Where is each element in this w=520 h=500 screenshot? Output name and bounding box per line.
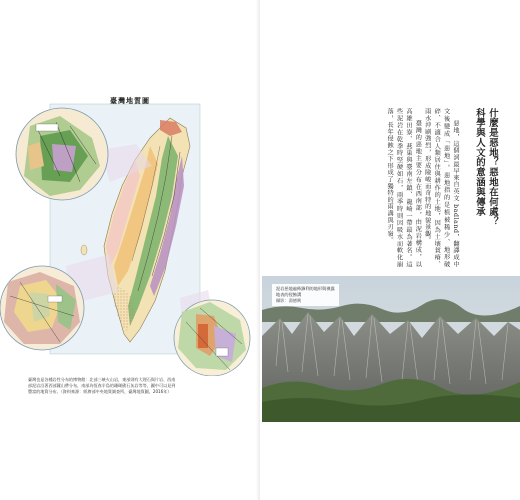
inset-circle-north <box>16 108 108 200</box>
inset-circle-west <box>0 266 84 350</box>
map-caption <box>28 377 228 396</box>
photo-caption-line: 泥岩惡地遍佈鋒利的地形與裸露 <box>276 286 335 291</box>
taiwan-geologic-map <box>0 86 258 376</box>
article-title-line: 科學與人文的意涵與傳承 <box>474 108 485 217</box>
photo-caption-line: 地表的侵蝕溝 <box>276 292 302 297</box>
map-caption-line: 臺灣也是各種岩性分布的博物館：北部三峽火山岩，東部則有大理石與片岩、西南 <box>28 377 176 382</box>
map-caption-line: 部泥岩沿著西部麓山帶分布，南部為恆春半島的珊瑚礁石灰岩等等，圖中可以見到 <box>28 383 176 389</box>
article-paragraph: 臺灣的惡地主要分布在西南部，由泥岩構成，以高雄田寮、燕巢與臺南左鎮、龍崎一帶最為著名。這些泥岩在乾季時堅硬如石，雨季時則因吸水而軟化崩落，長年侵蝕之下形成了獨特的雨溝與刃嶺。 <box>386 108 422 268</box>
penghu-islands <box>81 245 87 255</box>
inset-circle-south <box>174 300 250 376</box>
article-paragraph: 惡地，這個詞最早來自英文 badland，翻譯成中文後變成「惡地」。惡地指的是植被稀少、地形破碎、不適合人類居住與耕作的土地，因為土壤貧瘠、雨水沖刷強烈，形成險峻而奇特的地貌景觀。 <box>423 108 459 268</box>
map-caption-line: 豐富的地質分布。（資料來源：經濟部中央地質調查所，臺灣地質圖，2016年） <box>28 389 172 395</box>
article-title-line: 什麼是惡地？惡地在何處？ <box>487 108 498 227</box>
photo-caption <box>272 284 339 306</box>
article-title <box>473 108 499 227</box>
article-body <box>285 108 460 268</box>
map-title: 臺灣地質圖 <box>110 97 150 105</box>
photo-credit: 攝影：湯德興 <box>276 298 302 303</box>
